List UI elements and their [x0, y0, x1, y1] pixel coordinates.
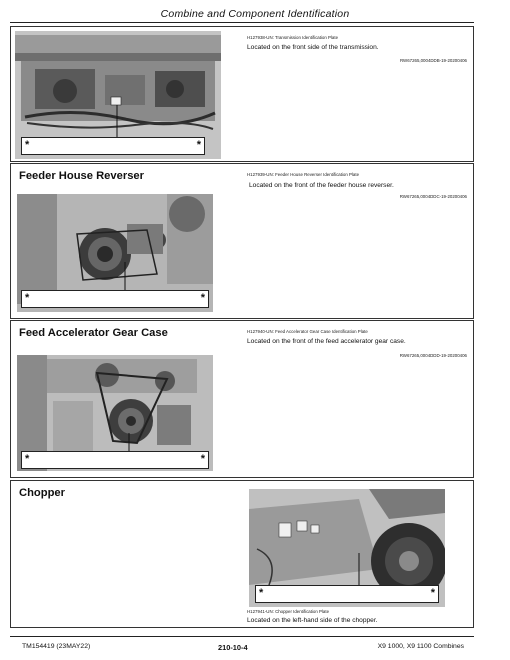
header-rule — [10, 22, 474, 23]
plate-star-left: * — [259, 587, 264, 599]
plate-star-right: * — [430, 587, 435, 599]
identification-plate — [21, 451, 209, 469]
identification-plate — [21, 137, 205, 155]
figure-caption: H127940-UN: Feed Accelerator Gear Case Identification Plate — [247, 329, 368, 334]
section-chopper — [10, 480, 474, 628]
figure-caption: H127941-UN: Chopper Identification Plate — [247, 609, 330, 614]
transmission-photo — [15, 31, 221, 159]
reference-code: RW67265,0004DDB-19-20200406 — [399, 58, 467, 63]
plate-star-left: * — [25, 292, 30, 304]
feed-accelerator-gear-case-photo — [17, 355, 213, 471]
location-description: Located on the front of the feed accelerator gear case. — [247, 338, 406, 345]
footer-page-number: 210-10-4 — [218, 643, 248, 652]
page-title: Combine and Component Identification — [160, 8, 350, 20]
footer-rule — [10, 636, 474, 637]
location-description: Located on the left-hand side of the chopper. — [247, 617, 378, 624]
identification-plate — [21, 290, 209, 308]
plate-star-left: * — [25, 139, 30, 151]
figure-caption: H127939-UN: Feeder House Reverser Identification Plate — [247, 172, 360, 177]
section-feed-accelerator-gear-case — [10, 320, 474, 478]
plate-star-left: * — [25, 453, 30, 465]
plate-star-right: * — [196, 139, 201, 151]
footer-model: X9 1000, X9 1100 Combines — [377, 643, 464, 650]
feeder-house-reverser-photo — [17, 194, 213, 312]
figure-caption: H127938-UN: Transmission Identification Plate — [247, 35, 339, 40]
location-description: Located on the front side of the transmission. — [247, 44, 379, 51]
location-description: Located on the front of the feeder house reverser. — [249, 182, 394, 189]
identification-plate — [255, 585, 439, 603]
plate-star-right: * — [200, 292, 205, 304]
section-title: Feeder House Reverser — [19, 170, 144, 182]
section-title: Chopper — [19, 487, 65, 499]
section-title: Feed Accelerator Gear Case — [19, 327, 168, 339]
reference-code: RW67265,0004DDC-19-20200406 — [399, 194, 467, 199]
reference-code: RW67265,0004DDD-19-20200406 — [399, 353, 467, 358]
chopper-photo — [249, 489, 445, 607]
section-feeder-house-reverser — [10, 163, 474, 319]
plate-star-right: * — [200, 453, 205, 465]
section-transmission — [10, 26, 474, 162]
footer-manual-id: TM154419 (23MAY22) — [22, 643, 91, 650]
